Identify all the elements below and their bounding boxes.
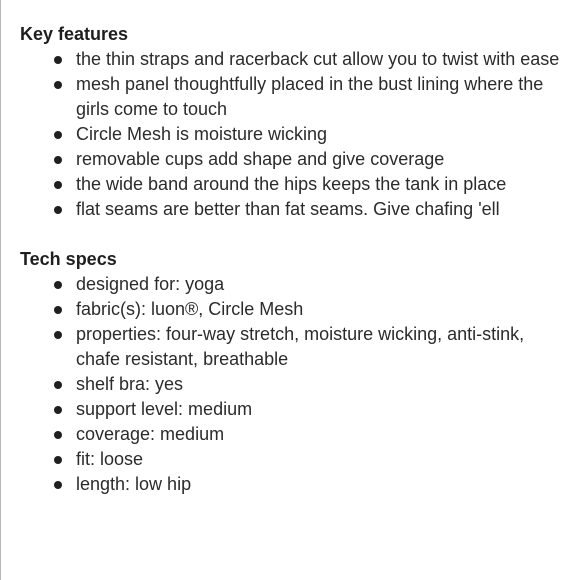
product-details <box>20 22 560 497</box>
bullet-icon <box>54 181 62 189</box>
left-border <box>0 0 1 580</box>
tech-spec-text: fit: loose <box>76 449 144 469</box>
list-item <box>76 272 560 297</box>
tech-spec-text: support level: medium <box>76 399 253 419</box>
list-item <box>76 472 560 497</box>
tech-spec-text: designed for: yoga <box>76 274 225 294</box>
bullet-icon <box>54 381 62 389</box>
key-features-heading: Key features <box>20 24 129 44</box>
list-item <box>76 197 560 222</box>
list-item <box>76 47 560 72</box>
key-feature-text: the thin straps and racerback cut allow you to twist with ease <box>76 49 560 69</box>
list-item <box>76 297 560 322</box>
bullet-icon <box>54 306 62 314</box>
list-item <box>76 172 560 197</box>
bullet-icon <box>54 456 62 464</box>
list-item <box>76 397 560 422</box>
list-item <box>76 422 560 447</box>
bullet-icon <box>54 331 62 339</box>
bullet-icon <box>54 406 62 414</box>
list-item <box>76 147 560 172</box>
list-item <box>76 122 560 147</box>
tech-spec-text: shelf bra: yes <box>76 374 184 394</box>
list-item <box>76 322 560 372</box>
key-feature-text: flat seams are better than fat seams. Give chafing 'ell <box>76 199 500 219</box>
bullet-icon <box>54 206 62 214</box>
bullet-icon <box>54 131 62 139</box>
list-item <box>76 72 560 122</box>
section-spacer <box>20 222 560 247</box>
key-feature-text: Circle Mesh is moisture wicking <box>76 124 328 144</box>
key-feature-text: removable cups add shape and give coverage <box>76 149 445 169</box>
bullet-icon <box>54 56 62 64</box>
list-item <box>76 372 560 397</box>
tech-spec-text: fabric(s): luon®, Circle Mesh <box>76 299 304 319</box>
key-features-list <box>20 47 560 222</box>
tech-specs-heading: Tech specs <box>20 249 117 269</box>
bullet-icon <box>54 281 62 289</box>
bullet-icon <box>54 81 62 89</box>
bullet-icon <box>54 481 62 489</box>
tech-specs-list <box>20 272 560 497</box>
key-feature-text: the wide band around the hips keeps the tank in place <box>76 174 507 194</box>
tech-spec-text: length: low hip <box>76 474 192 494</box>
bullet-icon <box>54 431 62 439</box>
list-item <box>76 447 560 472</box>
tech-spec-text: coverage: medium <box>76 424 225 444</box>
key-feature-text: mesh panel thoughtfully placed in the bust lining where the girls come to touch <box>76 74 544 119</box>
bullet-icon <box>54 156 62 164</box>
tech-spec-text: properties: four-way stretch, moisture wicking, anti-stink, chafe resistant, breathable <box>76 324 525 369</box>
